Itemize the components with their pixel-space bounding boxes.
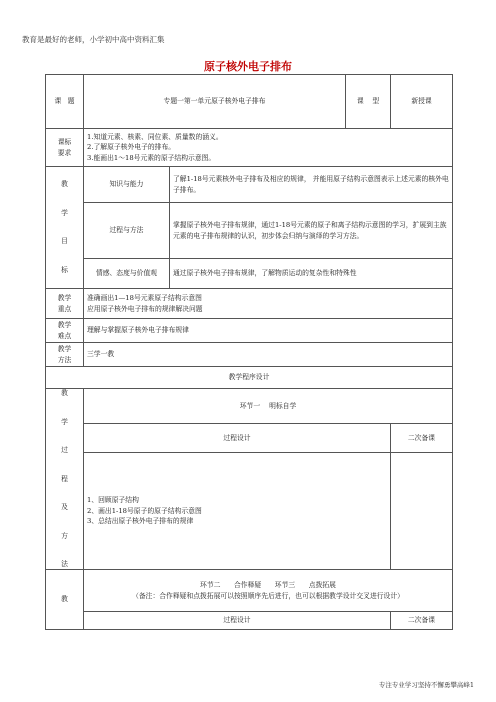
step-one-items [84, 452, 391, 569]
row-goal-emotion [46, 259, 453, 289]
program-design-heading: 教学程序设计 [46, 367, 453, 389]
standard-items [84, 129, 453, 167]
row-goal-process [46, 203, 453, 259]
label-process2: 教 [46, 570, 84, 630]
label-emotion: 情感、态度与价值观 [84, 259, 170, 289]
step-one-title: 环节一 明标自学 [84, 389, 453, 424]
lesson-plan-table [45, 74, 453, 630]
emotion-text: 通过原子核外电子排布规律，了解物质运动的复杂性和特殊性 [170, 259, 453, 289]
revision-header-2: 二次备课 [391, 612, 453, 630]
row-step-one-content [46, 452, 453, 569]
row-step-one-headers [46, 424, 453, 453]
label-goals: 教 学 目 标 [46, 167, 84, 289]
standard-item: 2.了解原子核外电子的排布。 [87, 143, 176, 152]
row-step-two-headers [46, 612, 453, 630]
steps-note: （备注：合作释疑和点拨拓展可以按照顺序先后进行，也可以根据教学设计交叉进行设计） [132, 591, 404, 600]
row-program-design [46, 367, 453, 389]
design-header: 过程设计 [84, 424, 391, 453]
label-knowledge: 知识与能力 [84, 167, 170, 203]
row-standard [46, 129, 453, 167]
knowledge-text: 了解1-18号元素核外电子排布及相应的规律， 并能用原子结构示意图表示上述元素的核外电子排布。 [170, 167, 453, 203]
step-two-three [84, 570, 453, 612]
footer-note: 专注专业学习坚持不懈勇攀高峰1 [378, 681, 474, 689]
label-process-method: 教 学 过 程 及 方 法 [46, 389, 84, 570]
label-method: 教学 方法 [46, 343, 84, 367]
row-goal-knowledge [46, 167, 453, 203]
revision-cell [391, 452, 453, 569]
type-value: 新授课 [391, 75, 453, 129]
steps-title: 环节二 合作释疑 环节三 点拨拓展 [200, 581, 336, 590]
topic-value: 专题一第一单元原子核外电子排布 [84, 75, 346, 129]
key-point-item: 应用原子核外电子排布的规律解决问题 [87, 304, 203, 313]
row-difficulty [46, 319, 453, 343]
key-points-items [84, 289, 453, 319]
process-item: 3、总结出原子核外电子排布的规律 [87, 517, 194, 526]
process-text: 掌握原子核外电子排布规律，通过1-18号元素的原子和离子结构示意图的学习，扩展到主族元素的电子排布规律的认识，初步体会归纳与演绎的学习方法。 [170, 203, 453, 259]
process-item: 1、回顾原子结构 [87, 496, 139, 505]
revision-header: 二次备课 [391, 424, 453, 453]
header-note: 教育是最好的老师，小学初中高中资料汇集 [22, 35, 165, 44]
key-point-item: 准确画出1—18号元素原子结构示意图 [87, 293, 202, 302]
label-standard: 课标 要求 [46, 129, 84, 167]
row-method [46, 343, 453, 367]
row-lesson-topic [46, 75, 453, 129]
method-text: 三学一教 [84, 343, 453, 367]
process-item: 2、画出1-18号原子的原子结构示意图 [87, 506, 202, 515]
label-type: 课 型 [346, 75, 391, 129]
row-step-one [46, 389, 453, 424]
standard-item: 3.能画出1～18号元素的原子结构示意图。 [87, 153, 216, 162]
row-step-two-three [46, 570, 453, 612]
label-process: 过程与方法 [84, 203, 170, 259]
standard-item: 1.知道元素、核素、同位素、质量数的涵义。 [87, 132, 223, 141]
label-difficulty: 教学 难点 [46, 319, 84, 343]
document-title: 原子核外电子排布 [204, 60, 292, 73]
difficulty-text: 理解与掌握原子核外电子排布规律 [84, 319, 453, 343]
row-key-points [46, 289, 453, 319]
label-key-points: 教学 重点 [46, 289, 84, 319]
design-header-2: 过程设计 [84, 612, 391, 630]
label-topic: 课 题 [46, 75, 84, 129]
